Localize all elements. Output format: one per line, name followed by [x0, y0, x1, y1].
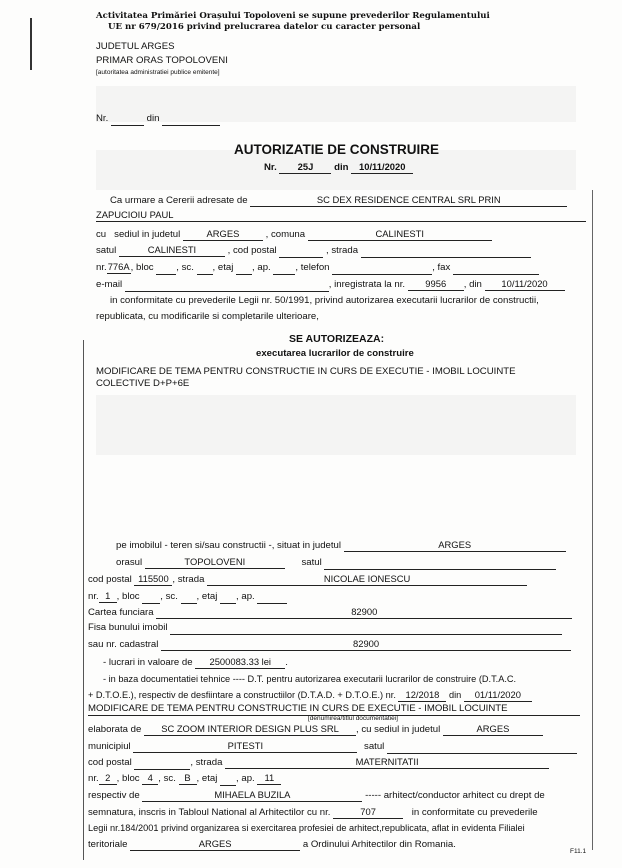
- architect-law-line: Legii nr.184/2001 privind organizarea si exercitarea profesiei de arhitect,republicata, aflat in evidenta Filialei: [88, 823, 525, 833]
- applicant-line-2: [96, 209, 586, 222]
- authorization-number-line: Nr. 25J din 10/11/2020: [264, 161, 413, 174]
- value-line: - lucrari in valoare de 2500083.33 lei .: [103, 656, 288, 668]
- authorization-number: 25J: [279, 161, 331, 174]
- din-label: din: [146, 113, 160, 124]
- documentation-nr: 12/2018: [398, 689, 446, 702]
- nr-field: [111, 113, 144, 126]
- documentation-caption: [denumirea/titlul documentatiei]: [308, 715, 398, 722]
- page-right-edge: [592, 190, 593, 850]
- gdpr-notice-line2: UE nr 679/2016 privind prelucrarea datelor cu caracter personal: [108, 22, 421, 32]
- firm-county: ARGES: [443, 723, 543, 736]
- registration-line: [96, 113, 220, 126]
- documentation-date: 01/11/2020: [464, 689, 532, 702]
- applicant-nr: 776A: [107, 261, 130, 272]
- gdpr-notice-line1: Activitatea Primăriei Orașului Topoloveni se supune prevederilor Regulamentului: [96, 11, 490, 21]
- works-value: 2500083.33 lei: [195, 656, 285, 669]
- applicant-comuna: CALINESTI: [308, 228, 492, 241]
- applicant-number-line: nr.776A, bloc , sc. , etaj , ap. , telefon , fax: [96, 261, 539, 275]
- issuer-county: JUDETUL ARGES: [96, 41, 175, 52]
- documentation-line-1: - in baza documentatiei tehnice ---- D.T. pentru autorizarea executarii lucrarilor de construire (D.T.A.C.: [103, 674, 517, 684]
- property-county: ARGES: [344, 539, 566, 552]
- applicant-county: ARGES: [183, 228, 263, 241]
- show-through-block: [96, 395, 576, 455]
- binding-mark: [30, 18, 32, 70]
- works-line-1: MODIFICARE DE TEMA PENTRU CONSTRUCTIE IN CURS DE EXECUTIE - IMOBIL LOCUINTE: [96, 366, 516, 377]
- cadastral-number: 82900: [161, 638, 571, 651]
- elaborata-line: elaborata de SC ZOOM INTERIOR DESIGN PLUS SRL , cu sediul in judetul ARGES: [88, 723, 543, 736]
- property-number-line: nr. 1 , bloc , sc. , etaj , ap.: [88, 590, 287, 604]
- firm-bloc: 4: [142, 772, 158, 785]
- firm-postal-line: cod postal , strada MATERNITATII: [88, 756, 549, 770]
- authorizes-heading: SE AUTORIZEAZA:: [289, 333, 385, 345]
- applicant-line: Ca urmare a Cererii adresate de SC DEX RESIDENCE CENTRAL SRL PRIN: [110, 194, 567, 207]
- issuer-authority: PRIMAR ORAS TOPOLOVENI: [96, 55, 228, 66]
- design-firm: SC ZOOM INTERIOR DESIGN PLUS SRL: [144, 723, 356, 736]
- applicant-satul: CALINESTI: [119, 244, 225, 257]
- authorizes-subheading: executarea lucrarilor de construire: [256, 348, 414, 359]
- property-nr: 1: [99, 590, 117, 603]
- property-postal-code: 115500: [134, 573, 172, 586]
- filiala-name: ARGES: [130, 838, 300, 851]
- applicant-name-1: SC DEX RESIDENCE CENTRAL SRL PRIN: [250, 194, 567, 207]
- applicant-seat-line: cu sediul in judetul ARGES , comuna CALINESTI: [96, 228, 492, 241]
- firm-ap: 11: [257, 772, 281, 785]
- firm-number-line: nr. 2 , bloc 4 , sc. B , etaj , ap. 11: [88, 772, 281, 786]
- tna-number: 707: [333, 806, 403, 819]
- works-line-2: COLECTIVE D+P+6E: [96, 378, 190, 389]
- architect-name: MIHAELA BUZILA: [142, 789, 362, 802]
- property-intro-line: pe imobilul - teren si/sau constructii -, situat in judetul ARGES: [116, 539, 566, 552]
- property-street: NICOLAE IONESCU: [207, 573, 527, 586]
- issuer-caption: [autoritatea administratiei publice emitente]: [96, 69, 220, 76]
- registration-number: 9956: [408, 278, 464, 291]
- law-line-2: republicata, cu modificarile si completarile ulterioare,: [96, 311, 319, 322]
- property-town: TOPOLOVENI: [145, 556, 285, 569]
- firm-city: PITESTI: [133, 740, 357, 753]
- applicant-email-line: e-mail , inregistrata la nr. 9956 , din 10/11/2020: [96, 278, 565, 292]
- authorization-date: 10/11/2020: [351, 161, 413, 174]
- architect-line: respectiv de MIHAELA BUZILA ----- arhitect/conductor arhitect cu drept de: [88, 789, 545, 801]
- applicant-address-line: satul CALINESTI , cod postal , strada: [96, 244, 531, 258]
- applicant-name-2: ZAPUCIOIU PAUL: [96, 209, 586, 222]
- form-code: F11.1: [570, 848, 587, 855]
- documentation-line-2: + D.T.O.E.), respectiv de desfiintare a constructiilor (D.T.A.D. + D.T.O.E.) nr. 12/2018 din 01/11/2020: [88, 689, 532, 702]
- cartea-funciara: 82900: [156, 606, 572, 619]
- nr-label: Nr.: [96, 113, 109, 124]
- page-left-edge: [83, 340, 84, 860]
- filiala-line: teritoriale ARGES a Ordinului Arhitectilor din Romania.: [88, 838, 456, 850]
- property-postal-line: cod postal 115500 , strada NICOLAE IONESCU: [88, 573, 527, 586]
- law-line-1: in conformitate cu prevederile Legii nr. 50/1991, privind autorizarea executarii lucrarilor de constructii,: [110, 295, 539, 306]
- firm-street: MATERNITATII: [225, 756, 549, 769]
- municipiul-line: municipiul PITESTI satul: [88, 740, 577, 754]
- registration-date: 10/11/2020: [485, 278, 565, 291]
- property-town-line: orasul TOPOLOVENI satul: [116, 556, 556, 570]
- firm-nr: 2: [99, 772, 117, 785]
- cadastral-line: sau nr. cadastral 82900: [88, 638, 571, 651]
- tna-line: semnatura, inscris in Tabloul National al Arhitectilor cu nr. 707 in conformitate cu prevederile: [88, 806, 538, 818]
- fisa-line: Fisa bunului imobil: [88, 622, 562, 635]
- din-field: [162, 113, 220, 126]
- documentation-title: MODIFICARE DE TEMA PENTRU CONSTRUCTIE IN CURS DE EXECUTIE - IMOBIL LOCUINTE: [88, 703, 580, 716]
- cartea-funciara-line: Cartea funciara 82900: [88, 606, 572, 619]
- document-title: AUTORIZATIE DE CONSTRUIRE: [234, 142, 440, 157]
- firm-sc: B: [179, 772, 197, 785]
